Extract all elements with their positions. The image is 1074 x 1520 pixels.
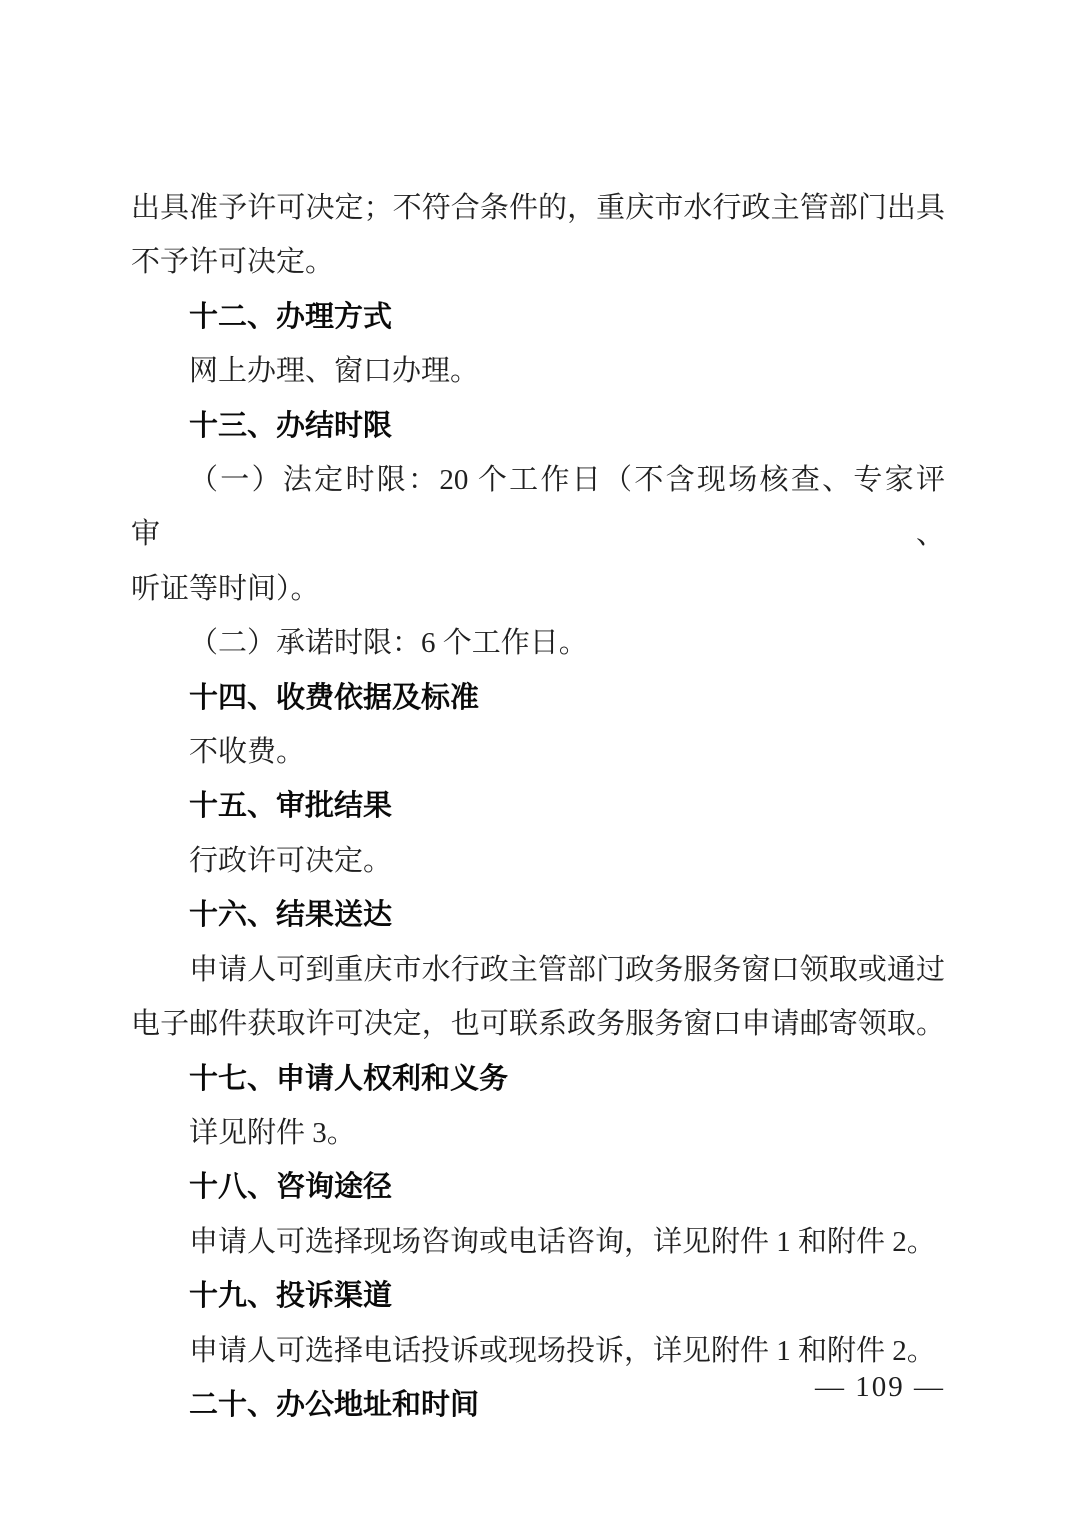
section-heading: 十七、申请人权利和义务 bbox=[189, 1062, 509, 1095]
paragraph-line: 申请人可选择现场咨询或电话咨询，详见附件 1 和附件 2。 bbox=[189, 1225, 936, 1258]
paragraph-line: 电子邮件获取许可决定，也可联系政务服务窗口申请邮寄领取。 bbox=[131, 1008, 945, 1041]
section-heading: 十九、投诉渠道 bbox=[189, 1280, 393, 1313]
paragraph-line: 听证等时间）。 bbox=[131, 572, 320, 605]
section-heading: 二十、办公地址和时间 bbox=[189, 1388, 480, 1421]
section-heading: 十五、审批结果 bbox=[189, 790, 393, 823]
paragraph-line: （一）法定时限：20 个工作日（不含现场核查、专家评审、 bbox=[131, 464, 945, 551]
paragraph-line: 申请人可到重庆市水行政主管部门政务服务窗口领取或通过 bbox=[189, 953, 945, 986]
document-content bbox=[131, 181, 945, 1432]
section-heading: 十四、收费依据及标准 bbox=[189, 681, 480, 714]
section-heading: 十六、结果送达 bbox=[189, 899, 393, 932]
paragraph-line: 出具准予许可决定；不符合条件的，重庆市水行政主管部门出具 bbox=[131, 192, 945, 224]
section-heading: 十三、办结时限 bbox=[189, 409, 393, 442]
paragraph-line: 行政许可决定。 bbox=[189, 844, 393, 877]
section-heading: 十二、办理方式 bbox=[189, 300, 393, 333]
page-number: — 109 — bbox=[815, 1371, 945, 1403]
paragraph-line: 不收费。 bbox=[189, 736, 306, 769]
paragraph-line: 不予许可决定。 bbox=[131, 246, 335, 279]
paragraph-line: 申请人可选择电话投诉或现场投诉，详见附件 1 和附件 2。 bbox=[189, 1334, 936, 1367]
section-heading: 十八、咨询途径 bbox=[189, 1171, 393, 1204]
paragraph-line: 详见附件 3。 bbox=[189, 1116, 356, 1149]
paragraph-line: （二）承诺时限：6 个工作日。 bbox=[189, 627, 588, 660]
paragraph-line: 网上办理、窗口办理。 bbox=[189, 355, 480, 388]
